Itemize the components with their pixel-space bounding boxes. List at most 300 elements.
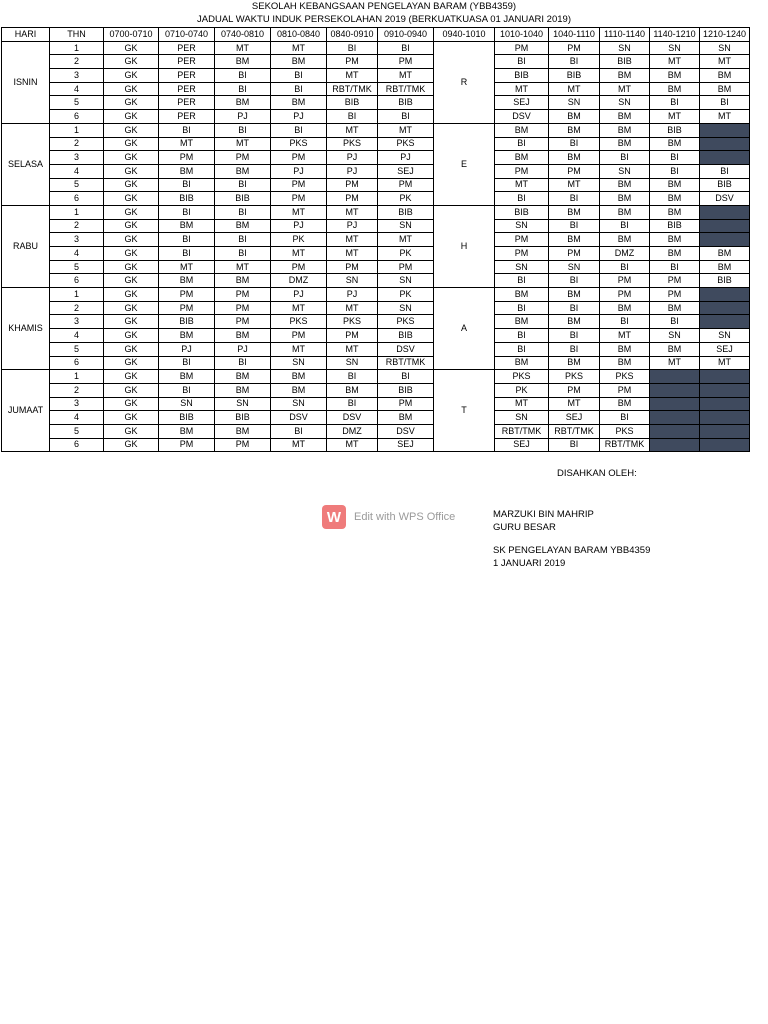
- subject-cell: GK: [104, 151, 159, 165]
- subject-cell: BM: [650, 69, 700, 83]
- rehat-cell: H: [434, 205, 495, 287]
- subject-cell: PJ: [271, 288, 327, 302]
- subject-cell: BI: [650, 164, 700, 178]
- subject-cell: BM: [215, 329, 271, 343]
- subject-cell: BM: [600, 123, 650, 137]
- wps-edit-button[interactable]: [322, 505, 455, 529]
- table-row: [2, 205, 750, 219]
- subject-cell: BI: [650, 260, 700, 274]
- subject-cell: PM: [549, 247, 600, 261]
- year-cell: 4: [50, 164, 104, 178]
- subject-cell: BI: [549, 329, 600, 343]
- subject-cell: DMZ: [600, 247, 650, 261]
- column-header: 0940-1010: [434, 28, 495, 42]
- subject-cell: PJ: [215, 342, 271, 356]
- subject-cell: BIB: [495, 205, 549, 219]
- year-cell: 4: [50, 82, 104, 96]
- subject-cell: BM: [700, 82, 750, 96]
- subject-cell: BI: [159, 233, 215, 247]
- subject-cell: BI: [215, 123, 271, 137]
- subject-cell: SN: [495, 260, 549, 274]
- blocked-cell: [700, 383, 750, 397]
- column-header: 0710-0740: [159, 28, 215, 42]
- table-row: [2, 96, 750, 110]
- subject-cell: GK: [104, 41, 159, 55]
- subject-cell: PJ: [215, 110, 271, 124]
- subject-cell: PJ: [327, 288, 378, 302]
- subject-cell: SN: [495, 219, 549, 233]
- subject-cell: PK: [378, 288, 434, 302]
- subject-cell: SN: [600, 41, 650, 55]
- year-cell: 1: [50, 288, 104, 302]
- subject-cell: PKS: [271, 315, 327, 329]
- year-cell: 2: [50, 55, 104, 69]
- blocked-cell: [700, 315, 750, 329]
- subject-cell: DMZ: [327, 424, 378, 438]
- subject-cell: MT: [215, 260, 271, 274]
- column-header: 0740-0810: [215, 28, 271, 42]
- subject-cell: BM: [600, 342, 650, 356]
- subject-cell: BIB: [650, 123, 700, 137]
- table-row: [2, 288, 750, 302]
- subject-cell: MT: [327, 69, 378, 83]
- subject-cell: BI: [600, 151, 650, 165]
- subject-cell: BI: [495, 55, 549, 69]
- subject-cell: MT: [271, 342, 327, 356]
- subject-cell: PKS: [600, 424, 650, 438]
- year-cell: 2: [50, 301, 104, 315]
- subject-cell: GK: [104, 247, 159, 261]
- subject-cell: PER: [159, 55, 215, 69]
- year-cell: 6: [50, 192, 104, 206]
- subject-cell: GK: [104, 123, 159, 137]
- subject-cell: MT: [271, 438, 327, 452]
- subject-cell: BI: [549, 55, 600, 69]
- blocked-cell: [700, 219, 750, 233]
- subject-cell: PM: [327, 178, 378, 192]
- day-cell: SELASA: [2, 123, 50, 205]
- subject-cell: MT: [327, 247, 378, 261]
- subject-cell: BIB: [650, 219, 700, 233]
- subject-cell: PM: [159, 438, 215, 452]
- subject-cell: DMZ: [271, 274, 327, 288]
- approved-by-label: DISAHKAN OLEH:: [557, 468, 637, 479]
- subject-cell: MT: [700, 356, 750, 370]
- subject-cell: PJ: [271, 110, 327, 124]
- table-row: [2, 397, 750, 411]
- subject-cell: BM: [271, 55, 327, 69]
- table-row: [2, 301, 750, 315]
- subject-cell: GK: [104, 411, 159, 425]
- year-cell: 3: [50, 315, 104, 329]
- year-cell: 1: [50, 205, 104, 219]
- table-row: [2, 411, 750, 425]
- subject-cell: GK: [104, 301, 159, 315]
- timetable: [1, 27, 750, 452]
- subject-cell: BI: [271, 69, 327, 83]
- subject-cell: BI: [700, 96, 750, 110]
- blocked-cell: [700, 370, 750, 384]
- subject-cell: BI: [215, 82, 271, 96]
- subject-cell: MT: [495, 397, 549, 411]
- subject-cell: SN: [495, 411, 549, 425]
- rehat-cell: E: [434, 123, 495, 205]
- subject-cell: BI: [549, 438, 600, 452]
- subject-cell: GK: [104, 69, 159, 83]
- subject-cell: MT: [650, 110, 700, 124]
- column-header: 1010-1040: [495, 28, 549, 42]
- subject-cell: MT: [159, 137, 215, 151]
- subject-cell: GK: [104, 274, 159, 288]
- table-row: [2, 219, 750, 233]
- subject-cell: BIB: [159, 192, 215, 206]
- subject-cell: BI: [215, 233, 271, 247]
- subject-cell: SN: [159, 397, 215, 411]
- year-cell: 2: [50, 219, 104, 233]
- subject-cell: BI: [600, 219, 650, 233]
- column-header: HARI: [2, 28, 50, 42]
- column-header: 1140-1210: [650, 28, 700, 42]
- subject-cell: RBT/TMK: [327, 82, 378, 96]
- subject-cell: PM: [650, 288, 700, 302]
- subject-cell: GK: [104, 288, 159, 302]
- subject-cell: GK: [104, 342, 159, 356]
- year-cell: 3: [50, 397, 104, 411]
- subject-cell: PM: [600, 383, 650, 397]
- subject-cell: BM: [215, 164, 271, 178]
- subject-cell: BM: [271, 96, 327, 110]
- subject-cell: BI: [271, 123, 327, 137]
- year-cell: 1: [50, 370, 104, 384]
- subject-cell: BI: [549, 342, 600, 356]
- subject-cell: GK: [104, 205, 159, 219]
- subject-cell: GK: [104, 356, 159, 370]
- blocked-cell: [700, 137, 750, 151]
- subject-cell: PM: [378, 178, 434, 192]
- subject-cell: MT: [327, 123, 378, 137]
- subject-cell: PM: [495, 247, 549, 261]
- blocked-cell: [700, 288, 750, 302]
- subject-cell: BIB: [378, 205, 434, 219]
- subject-cell: BM: [600, 205, 650, 219]
- subject-cell: PK: [495, 383, 549, 397]
- table-row: [2, 233, 750, 247]
- subject-cell: BM: [600, 110, 650, 124]
- subject-cell: BI: [215, 205, 271, 219]
- subject-cell: PM: [215, 315, 271, 329]
- subject-cell: MT: [327, 438, 378, 452]
- subject-cell: BM: [215, 383, 271, 397]
- subject-cell: MT: [271, 247, 327, 261]
- school-title: SEKOLAH KEBANGSAAN PENGELAYAN BARAM (YBB4359): [251, 1, 517, 12]
- subject-cell: BIB: [600, 55, 650, 69]
- subject-cell: SN: [271, 356, 327, 370]
- subject-cell: MT: [600, 329, 650, 343]
- rehat-cell: A: [434, 288, 495, 370]
- subject-cell: BM: [549, 315, 600, 329]
- subject-cell: MT: [495, 82, 549, 96]
- subject-cell: BM: [378, 411, 434, 425]
- blocked-cell: [650, 397, 700, 411]
- subject-cell: BI: [549, 219, 600, 233]
- subject-cell: BI: [650, 315, 700, 329]
- subject-cell: DSV: [271, 411, 327, 425]
- day-cell: ISNIN: [2, 41, 50, 123]
- subject-cell: SEJ: [378, 438, 434, 452]
- subject-cell: BM: [600, 69, 650, 83]
- subject-cell: BI: [549, 192, 600, 206]
- subject-cell: BI: [215, 69, 271, 83]
- subject-cell: BM: [159, 274, 215, 288]
- subject-cell: BI: [650, 96, 700, 110]
- year-cell: 1: [50, 123, 104, 137]
- subject-cell: MT: [271, 301, 327, 315]
- subject-cell: PJ: [271, 164, 327, 178]
- subject-cell: BM: [650, 178, 700, 192]
- year-cell: 1: [50, 41, 104, 55]
- subject-cell: GK: [104, 219, 159, 233]
- blocked-cell: [700, 397, 750, 411]
- year-cell: 4: [50, 411, 104, 425]
- subject-cell: BI: [495, 329, 549, 343]
- day-cell: KHAMIS: [2, 288, 50, 370]
- subject-cell: BI: [549, 274, 600, 288]
- subject-cell: DSV: [378, 424, 434, 438]
- subject-cell: BI: [600, 315, 650, 329]
- subject-cell: SEJ: [549, 411, 600, 425]
- subject-cell: BM: [159, 164, 215, 178]
- subject-cell: GK: [104, 438, 159, 452]
- subject-cell: MT: [378, 69, 434, 83]
- subject-cell: BI: [495, 192, 549, 206]
- year-cell: 2: [50, 383, 104, 397]
- column-header: 0910-0940: [378, 28, 434, 42]
- table-row: [2, 123, 750, 137]
- year-cell: 3: [50, 69, 104, 83]
- subject-cell: BM: [549, 233, 600, 247]
- subject-cell: BI: [327, 41, 378, 55]
- subject-cell: BM: [600, 356, 650, 370]
- subject-cell: MT: [327, 205, 378, 219]
- subject-cell: PER: [159, 82, 215, 96]
- subject-cell: SN: [549, 260, 600, 274]
- column-header: 0840-0910: [327, 28, 378, 42]
- blocked-cell: [700, 424, 750, 438]
- subject-cell: BI: [495, 137, 549, 151]
- subject-cell: BM: [549, 205, 600, 219]
- subject-cell: BM: [495, 288, 549, 302]
- subject-cell: BI: [650, 151, 700, 165]
- table-row: [2, 164, 750, 178]
- subject-cell: MT: [700, 55, 750, 69]
- subject-cell: DSV: [378, 342, 434, 356]
- subject-cell: SN: [327, 356, 378, 370]
- year-cell: 5: [50, 96, 104, 110]
- table-row: [2, 342, 750, 356]
- subject-cell: PK: [271, 233, 327, 247]
- subject-cell: DSV: [327, 411, 378, 425]
- timetable-title: JADUAL WAKTU INDUK PERSEKOLAHAN 2019 (BERKUATKUASA 01 JANUARI 2019): [197, 14, 571, 25]
- table-row: [2, 247, 750, 261]
- subject-cell: PM: [549, 41, 600, 55]
- column-header: 1040-1110: [549, 28, 600, 42]
- subject-cell: PK: [378, 192, 434, 206]
- subject-cell: BIB: [378, 96, 434, 110]
- subject-cell: PM: [159, 151, 215, 165]
- subject-cell: BM: [215, 274, 271, 288]
- subject-cell: MT: [159, 260, 215, 274]
- header-row: [2, 28, 750, 42]
- table-row: [2, 438, 750, 452]
- year-cell: 5: [50, 178, 104, 192]
- subject-cell: BI: [378, 370, 434, 384]
- subject-cell: MT: [378, 233, 434, 247]
- table-row: [2, 260, 750, 274]
- subject-cell: BM: [159, 424, 215, 438]
- table-row: [2, 192, 750, 206]
- subject-cell: PKS: [495, 370, 549, 384]
- subject-cell: BI: [159, 356, 215, 370]
- subject-cell: BM: [215, 55, 271, 69]
- subject-cell: PKS: [378, 315, 434, 329]
- subject-cell: PKS: [549, 370, 600, 384]
- table-row: [2, 315, 750, 329]
- subject-cell: BI: [215, 178, 271, 192]
- subject-cell: BI: [327, 110, 378, 124]
- subject-cell: BI: [159, 205, 215, 219]
- column-header: 0700-0710: [104, 28, 159, 42]
- subject-cell: BM: [215, 370, 271, 384]
- subject-cell: PM: [327, 192, 378, 206]
- subject-cell: SEJ: [700, 342, 750, 356]
- subject-cell: PM: [271, 151, 327, 165]
- blocked-cell: [650, 370, 700, 384]
- subject-cell: SEJ: [378, 164, 434, 178]
- subject-cell: PKS: [327, 137, 378, 151]
- subject-cell: PM: [549, 383, 600, 397]
- subject-cell: PKS: [271, 137, 327, 151]
- year-cell: 5: [50, 424, 104, 438]
- subject-cell: BI: [495, 274, 549, 288]
- subject-cell: PER: [159, 96, 215, 110]
- day-cell: RABU: [2, 205, 50, 287]
- subject-cell: PM: [495, 164, 549, 178]
- subject-cell: MT: [378, 123, 434, 137]
- subject-cell: BI: [271, 82, 327, 96]
- subject-cell: MT: [215, 137, 271, 151]
- day-cell: JUMAAT: [2, 370, 50, 452]
- subject-cell: RBT/TMK: [600, 438, 650, 452]
- subject-cell: GK: [104, 178, 159, 192]
- subject-cell: GK: [104, 233, 159, 247]
- subject-cell: BM: [549, 288, 600, 302]
- subject-cell: MT: [327, 301, 378, 315]
- subject-cell: RBT/TMK: [549, 424, 600, 438]
- school-code: SK PENGELAYAN BARAM YBB4359: [493, 545, 651, 556]
- subject-cell: BIB: [700, 178, 750, 192]
- subject-cell: BM: [271, 383, 327, 397]
- subject-cell: GK: [104, 370, 159, 384]
- subject-cell: BM: [271, 370, 327, 384]
- subject-cell: BM: [159, 329, 215, 343]
- subject-cell: PJ: [327, 151, 378, 165]
- table-row: [2, 151, 750, 165]
- subject-cell: SN: [271, 397, 327, 411]
- subject-cell: PM: [650, 274, 700, 288]
- subject-cell: RBT/TMK: [378, 356, 434, 370]
- subject-cell: SN: [650, 41, 700, 55]
- subject-cell: SN: [549, 96, 600, 110]
- blocked-cell: [650, 383, 700, 397]
- subject-cell: BI: [495, 342, 549, 356]
- subject-cell: BM: [650, 205, 700, 219]
- subject-cell: MT: [600, 82, 650, 96]
- subject-cell: BM: [650, 233, 700, 247]
- subject-cell: SN: [378, 274, 434, 288]
- table-row: [2, 41, 750, 55]
- subject-cell: PM: [215, 301, 271, 315]
- subject-cell: SN: [650, 329, 700, 343]
- subject-cell: BM: [327, 383, 378, 397]
- subject-cell: DSV: [700, 192, 750, 206]
- subject-cell: PJ: [327, 164, 378, 178]
- table-row: [2, 274, 750, 288]
- subject-cell: SN: [327, 274, 378, 288]
- blocked-cell: [700, 301, 750, 315]
- subject-cell: PM: [271, 178, 327, 192]
- subject-cell: BM: [700, 247, 750, 261]
- subject-cell: GK: [104, 192, 159, 206]
- subject-cell: SN: [215, 397, 271, 411]
- subject-cell: BM: [495, 356, 549, 370]
- subject-cell: BM: [600, 178, 650, 192]
- subject-cell: RBT/TMK: [495, 424, 549, 438]
- subject-cell: PER: [159, 69, 215, 83]
- subject-cell: PM: [159, 288, 215, 302]
- subject-cell: SN: [600, 164, 650, 178]
- subject-cell: PER: [159, 41, 215, 55]
- subject-cell: GK: [104, 315, 159, 329]
- subject-cell: PM: [495, 233, 549, 247]
- subject-cell: BIB: [215, 192, 271, 206]
- subject-cell: BIB: [327, 96, 378, 110]
- subject-cell: BM: [549, 123, 600, 137]
- rehat-cell: R: [434, 41, 495, 123]
- subject-cell: BM: [600, 192, 650, 206]
- subject-cell: BIB: [215, 411, 271, 425]
- blocked-cell: [650, 438, 700, 452]
- subject-cell: PJ: [159, 342, 215, 356]
- table-row: [2, 424, 750, 438]
- table-row: [2, 82, 750, 96]
- table-row: [2, 137, 750, 151]
- blocked-cell: [700, 233, 750, 247]
- column-header: 1110-1140: [600, 28, 650, 42]
- subject-cell: PM: [378, 55, 434, 69]
- subject-cell: PJ: [271, 219, 327, 233]
- subject-cell: BIB: [159, 315, 215, 329]
- subject-cell: PKS: [327, 315, 378, 329]
- subject-cell: BM: [600, 397, 650, 411]
- subject-cell: BI: [327, 397, 378, 411]
- subject-cell: SEJ: [495, 438, 549, 452]
- rehat-cell: T: [434, 370, 495, 452]
- subject-cell: BM: [549, 151, 600, 165]
- column-header: THN: [50, 28, 104, 42]
- subject-cell: SN: [378, 219, 434, 233]
- subject-cell: MT: [700, 110, 750, 124]
- subject-cell: BM: [650, 192, 700, 206]
